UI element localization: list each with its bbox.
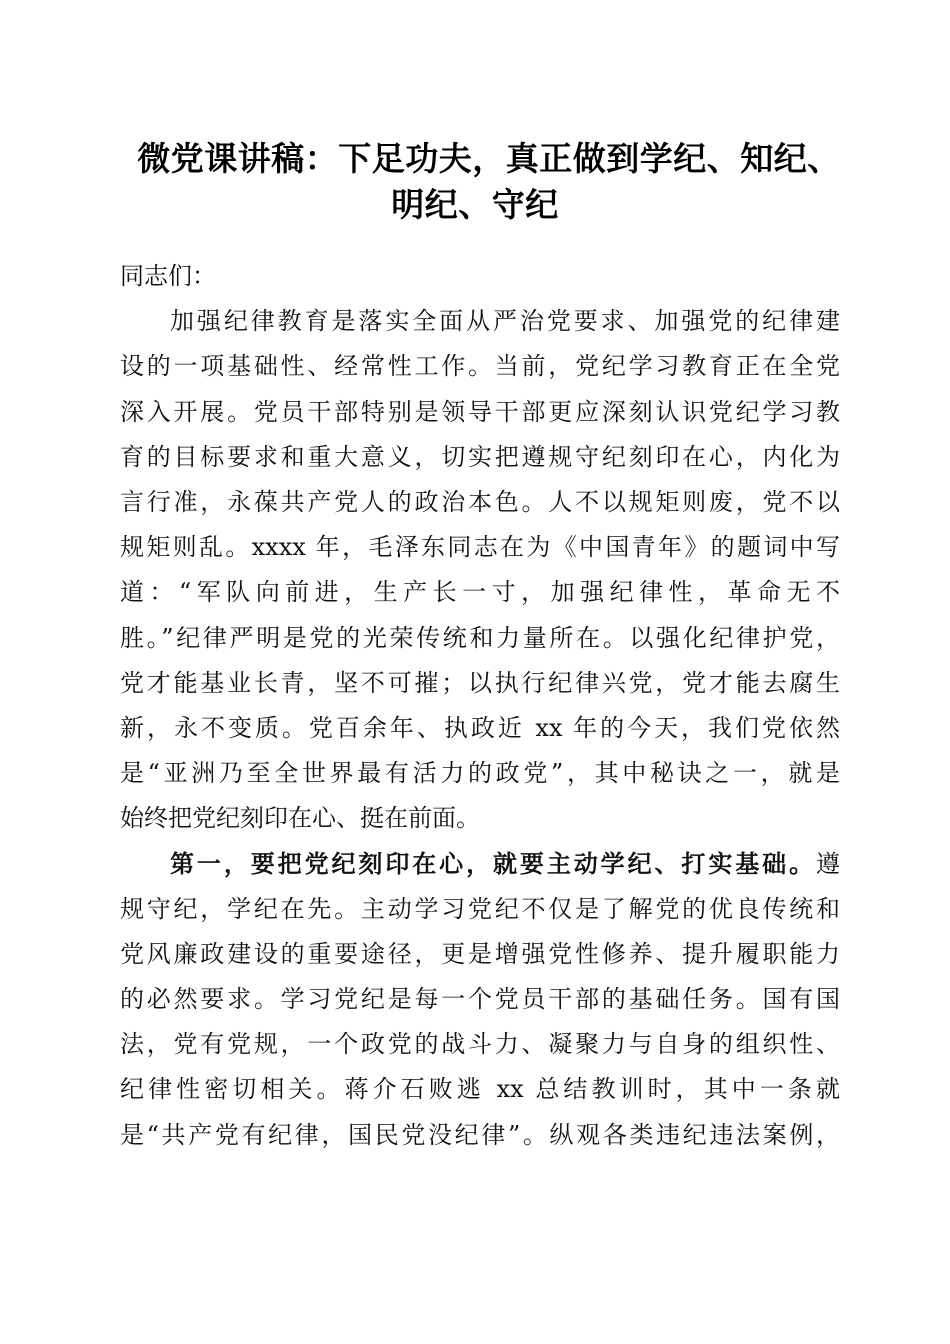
paragraph-2-line-6: 纪律性密切相关。蒋介石败逃 xx 总结教训时，其中一条就 <box>120 1075 840 1104</box>
paragraph-2-line-1 <box>120 841 840 886</box>
paragraph-1-line-6: 规矩则乱。xxxx 年，毛泽东同志在为《中国青年》的题词中写 <box>120 533 840 562</box>
paragraph-1-line-11: 是“亚洲乃至全世界最有活力的政党”，其中秘诀之一，就是 <box>120 759 840 788</box>
paragraph-1-line-3: 深入开展。党员干部特别是领导干部更应深刻认识党纪学习教 <box>120 397 840 426</box>
paragraph-2-line-2: 规守纪，学纪在先。主动学习党纪不仅是了解党的优良传统和 <box>120 894 840 923</box>
paragraph-1-line-4: 育的目标要求和重大意义，切实把遵规守纪刻印在心，内化为 <box>120 442 840 471</box>
title-line-2: 明纪、守纪 <box>391 185 559 224</box>
paragraph-1-line-2: 设的一项基础性、经常性工作。当前，党纪学习教育正在全党 <box>120 352 840 381</box>
paragraph-1-line-8: 胜。”纪律严明是党的光荣传统和力量所在。以强化纪律护党， <box>120 623 840 652</box>
paragraph-1-line-1: 加强纪律教育是落实全面从严治党要求、加强党的纪律建 <box>170 307 840 336</box>
paragraph-2-heading: 第一，要把党纪刻印在心，就要主动学纪、打实基础。 <box>170 849 816 879</box>
paragraph-1-line-7: 道：“军队向前进，生产长一寸，加强纪律性，革命无不 <box>120 578 840 607</box>
paragraph-1-line-5: 言行准，永葆共产党人的政治本色。人不以规矩则废，党不以 <box>120 487 840 516</box>
paragraph-2-line-7: 是“共产党有纪律，国民党没纪律”。纵观各类违纪违法案例， <box>120 1120 840 1149</box>
paragraph-1-line-12: 始终把党纪刻印在心、挺在前面。 <box>120 804 480 833</box>
paragraph-2 <box>120 841 840 1157</box>
paragraph-1-line-9: 党才能基业长青，坚不可摧；以执行纪律兴党，党才能去腐生 <box>120 668 840 697</box>
paragraph-2-line-4: 的必然要求。学习党纪是每一个党员干部的基础任务。国有国 <box>120 985 840 1013</box>
paragraph-2-line-3: 党风廉政建设的重要途径，更是增强党性修养、提升履职能力 <box>120 939 840 968</box>
paragraph-1-line-10: 新，永不变质。党百余年、执政近 xx 年的今天，我们党依然 <box>120 713 840 742</box>
title-line-1: 微党课讲稿：下足功夫，真正做到学纪、知纪、 <box>137 139 841 178</box>
document-title <box>0 136 950 228</box>
greeting: 同志们： <box>120 262 216 290</box>
paragraph-2-line-1-rest: 遵 <box>816 850 840 879</box>
document-body <box>120 254 840 1158</box>
paragraph-1 <box>120 299 840 841</box>
paragraph-2-line-5: 法，党有党规，一个政党的战斗力、凝聚力与自身的组织性、 <box>120 1030 840 1059</box>
